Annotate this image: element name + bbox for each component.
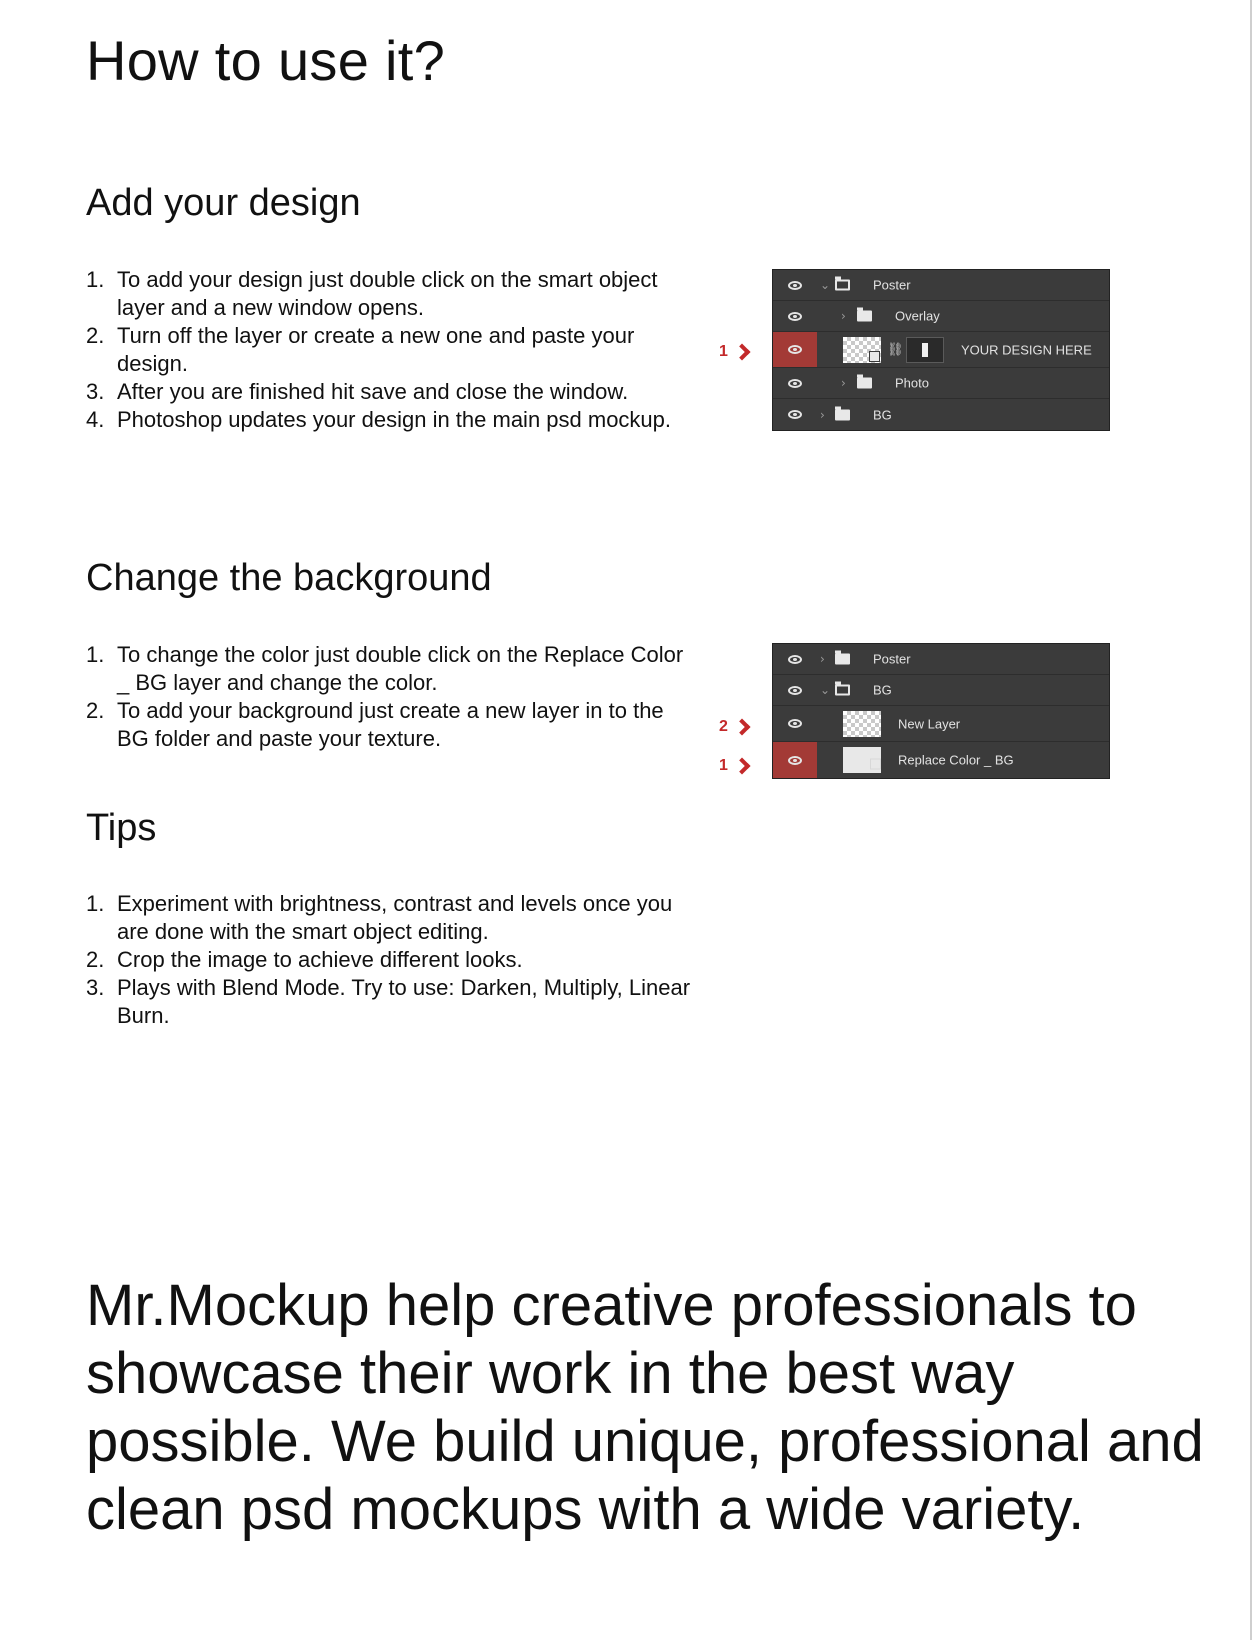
visibility-toggle[interactable] bbox=[773, 368, 817, 398]
tips-steps bbox=[86, 890, 697, 1030]
folder-icon bbox=[857, 378, 872, 389]
layer-name: Poster bbox=[873, 277, 911, 293]
add-design-steps bbox=[86, 266, 697, 434]
section-heading-tips: Tips bbox=[86, 807, 157, 849]
eye-icon bbox=[788, 379, 802, 388]
folder-icon bbox=[857, 311, 872, 322]
list-item: Plays with Blend Mode. Try to use: Darken, Multiply, Linear Burn. bbox=[117, 975, 691, 1028]
brand-tagline: Mr.Mockup help creative professionals to showcase their work in the best way possible. We build unique, professional and clean psd mockups with a wide variety. bbox=[86, 1273, 1204, 1542]
layer-name: YOUR DESIGN HERE bbox=[961, 342, 1092, 357]
list-item: After you are finished hit save and close the window. bbox=[117, 379, 629, 404]
chevron-right-icon bbox=[733, 344, 750, 361]
step-marker-2 bbox=[719, 718, 748, 736]
visibility-toggle[interactable] bbox=[773, 332, 817, 367]
layer-name: BG bbox=[873, 407, 892, 422]
layer-row-poster[interactable] bbox=[773, 644, 1109, 675]
chevron-right-icon[interactable]: › bbox=[841, 376, 846, 390]
list-item: To add your design just double click on the smart object layer and a new window opens. bbox=[117, 267, 658, 320]
visibility-toggle[interactable] bbox=[773, 675, 817, 705]
chevron-right-icon[interactable]: › bbox=[820, 652, 825, 666]
layer-row-smart-object[interactable] bbox=[773, 332, 1109, 368]
eye-icon bbox=[788, 719, 802, 728]
chevron-right-icon[interactable]: › bbox=[820, 407, 825, 422]
visibility-toggle[interactable] bbox=[773, 706, 817, 741]
eye-icon bbox=[788, 655, 802, 664]
layer-row-poster[interactable] bbox=[773, 270, 1109, 301]
page-title: How to use it? bbox=[86, 29, 446, 92]
folder-open-icon bbox=[835, 685, 850, 696]
marker-number: 1 bbox=[719, 343, 728, 360]
chevron-down-icon[interactable]: ⌄ bbox=[820, 278, 831, 292]
smart-object-icon bbox=[869, 351, 880, 362]
change-background-steps bbox=[86, 641, 697, 753]
fill-layer-icon bbox=[870, 759, 881, 770]
layer-row-bg[interactable] bbox=[773, 675, 1109, 706]
layer-thumbnail bbox=[843, 337, 881, 363]
visibility-toggle[interactable] bbox=[773, 742, 817, 778]
visibility-toggle[interactable] bbox=[773, 644, 817, 674]
layer-thumbnail bbox=[843, 711, 881, 737]
layer-name: Replace Color _ BG bbox=[898, 752, 1014, 768]
section-heading-add-design: Add your design bbox=[86, 182, 361, 224]
layer-mask-thumbnail bbox=[906, 337, 944, 363]
list-item: To change the color just double click on the Replace Color _ BG layer and change the color. bbox=[117, 642, 684, 695]
section-heading-change-background: Change the background bbox=[86, 557, 492, 599]
list-item: Turn off the layer or create a new one and paste your design. bbox=[117, 323, 635, 376]
layer-name: Photo bbox=[895, 375, 929, 391]
visibility-toggle[interactable] bbox=[773, 399, 817, 430]
chevron-down-icon[interactable]: ⌄ bbox=[820, 683, 831, 697]
folder-icon bbox=[835, 654, 850, 665]
eye-icon bbox=[788, 312, 802, 321]
chevron-right-icon bbox=[733, 719, 750, 736]
marker-number: 1 bbox=[719, 757, 728, 774]
eye-icon bbox=[788, 686, 802, 695]
layer-row-overlay[interactable] bbox=[773, 301, 1109, 332]
layer-row-replace-color-bg[interactable] bbox=[773, 742, 1109, 778]
link-icon: ⛓ bbox=[887, 342, 904, 357]
list-item: Experiment with brightness, contrast and levels once you are done with the smart object editing. bbox=[117, 891, 673, 944]
chevron-right-icon bbox=[733, 758, 750, 775]
layer-row-photo[interactable] bbox=[773, 368, 1109, 399]
layer-name: Overlay bbox=[895, 308, 940, 324]
layer-row-new-layer[interactable] bbox=[773, 706, 1109, 742]
marker-number: 2 bbox=[719, 718, 728, 735]
eye-icon bbox=[788, 345, 802, 354]
eye-icon bbox=[788, 281, 802, 290]
eye-icon bbox=[788, 410, 802, 419]
folder-icon bbox=[835, 409, 850, 420]
folder-open-icon bbox=[835, 280, 850, 291]
list-item: To add your background just create a new layer in to the BG folder and paste your texture. bbox=[117, 698, 664, 751]
visibility-toggle[interactable] bbox=[773, 301, 817, 331]
layers-panel-design bbox=[772, 269, 1110, 431]
layer-name: Poster bbox=[873, 651, 911, 667]
list-item: Crop the image to achieve different looks. bbox=[117, 947, 523, 972]
layer-name: New Layer bbox=[898, 716, 961, 731]
step-marker-1 bbox=[719, 757, 748, 775]
step-marker-1 bbox=[719, 343, 748, 361]
layer-name: BG bbox=[873, 682, 892, 698]
layer-row-bg[interactable] bbox=[773, 399, 1109, 430]
chevron-right-icon[interactable]: › bbox=[841, 309, 846, 323]
eye-icon bbox=[788, 756, 802, 765]
visibility-toggle[interactable] bbox=[773, 270, 817, 300]
list-item: Photoshop updates your design in the main psd mockup. bbox=[117, 407, 672, 432]
layers-panel-background bbox=[772, 643, 1110, 779]
